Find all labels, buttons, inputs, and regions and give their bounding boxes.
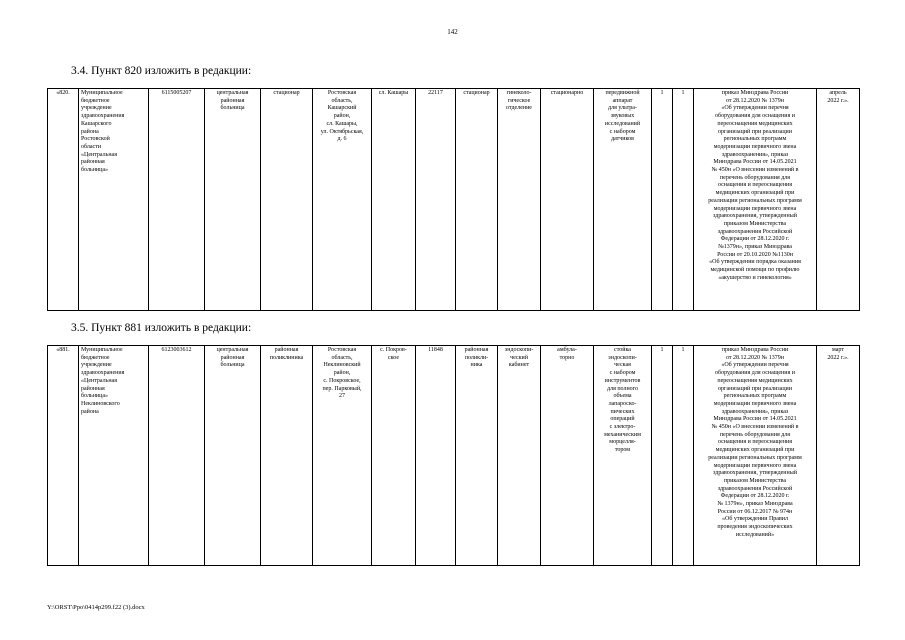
cell-inn: 6115005207 [149,89,205,311]
cell-quantity-2: 1 [673,346,694,566]
table-row [48,346,860,566]
cell-number: «881. [48,346,79,566]
cell-equipment: стойка эндоскопи- ческая с набором инструментов для полного объема лапароско- пических операций с электро- механическим морцелля- тором [594,346,652,566]
cell-basis: приказ Минздрава России от 28.12.2020 № 1379н «Об утверждении перечня оборудования для оснащения и переоснащения медицинских организаций при реализации региональных программ модернизации первичного звена здравоохранения», приказ Минздрава России от 14.05.2021 № 450н «О внесении изменений в перечень оборудования для оснащения и переоснащения медицинских организаций при реализации региональных программ модернизации первичного звена здравоохранения, утвержденный приказом Министерства здравоохранения Российской Федерации от 28.12.2020 г. №1379н», приказ Минздрава России от 20.10.2020 №1130н «Об утверждении порядка оказания медицинской помощи по профилю «акушерство и гинекология» [694,89,817,311]
cell-organization: Муниципальное бюджетное учреждение здравоохранения Кашарского района Ростовской области «Центральная районная больница» [79,89,149,311]
cell-condition: стационар [261,89,313,311]
cell-date: апрель 2022 г.». [817,89,860,311]
table-item-881 [47,345,860,566]
cell-code: 11848 [416,346,456,566]
table-row [48,89,860,311]
cell-address: Ростовская область, Кашарский район, сл. Кашары, ул. Октябрьская, д. 6 [313,89,372,311]
cell-org-type: центральная районная больница [205,89,261,311]
section-heading-820: 3.4. Пункт 820 изложить в редакции: [71,65,252,77]
cell-quantity-2: 1 [673,89,694,311]
cell-mode: стационарно [541,89,594,311]
cell-inn: 6123003612 [149,346,205,566]
cell-date: март 2022 г.». [817,346,860,566]
page-number: 142 [447,28,458,36]
footer-file-path: Y:\ORST\Ppo\0414p299.f22 (3).docx [47,604,145,611]
cell-unit: районная поликли- ника [456,346,498,566]
cell-org-type: центральная районная больница [205,346,261,566]
cell-locality: с. Покров- ское [372,346,416,566]
cell-department: гинеколо- гическое отделение [498,89,541,311]
cell-organization: Муниципальное бюджетное учреждение здравоохранения «Центральная районная больница» Неклиновского района [79,346,149,566]
section-heading-881: 3.5. Пункт 881 изложить в редакции: [71,322,252,334]
cell-equipment: передвижной аппарат для ультра- звуковых исследований с набором датчиков [594,89,652,311]
cell-quantity-1: 1 [652,346,673,566]
cell-department: эндоскопи- ческий кабинет [498,346,541,566]
cell-condition: районная поликлиника [261,346,313,566]
cell-number: «820. [48,89,79,311]
cell-address: Ростовская область, Неклиновский район, с. Покровское, пер. Парковый, 27 [313,346,372,566]
cell-unit: стационар [456,89,498,311]
cell-code: 22117 [416,89,456,311]
cell-basis: приказ Минздрава России от 28.12.2020 № 1379н «Об утверждении перечня оборудования для оснащения и переоснащения медицинских организаций при реализации региональных программ модернизации первичного звена здравоохранения», приказ Минздрава России от 14.05.2021 № 450н «О внесении изменений в перечень оборудования для оснащения и переоснащения медицинских организаций при реализации региональных программ модернизации первичного звена здравоохранения, утвержденный приказом Министерства здравоохранения Российской Федерации от 28.12.2020 г. № 1379н», приказ Минздрава России от 06.12.2017 № 974н «Об утверждении Правил проведения эндоскопических исследований» [694,346,817,566]
cell-locality: сл. Кашары [372,89,416,311]
cell-quantity-1: 1 [652,89,673,311]
cell-mode: амбула- торно [541,346,594,566]
table-item-820 [47,88,860,311]
